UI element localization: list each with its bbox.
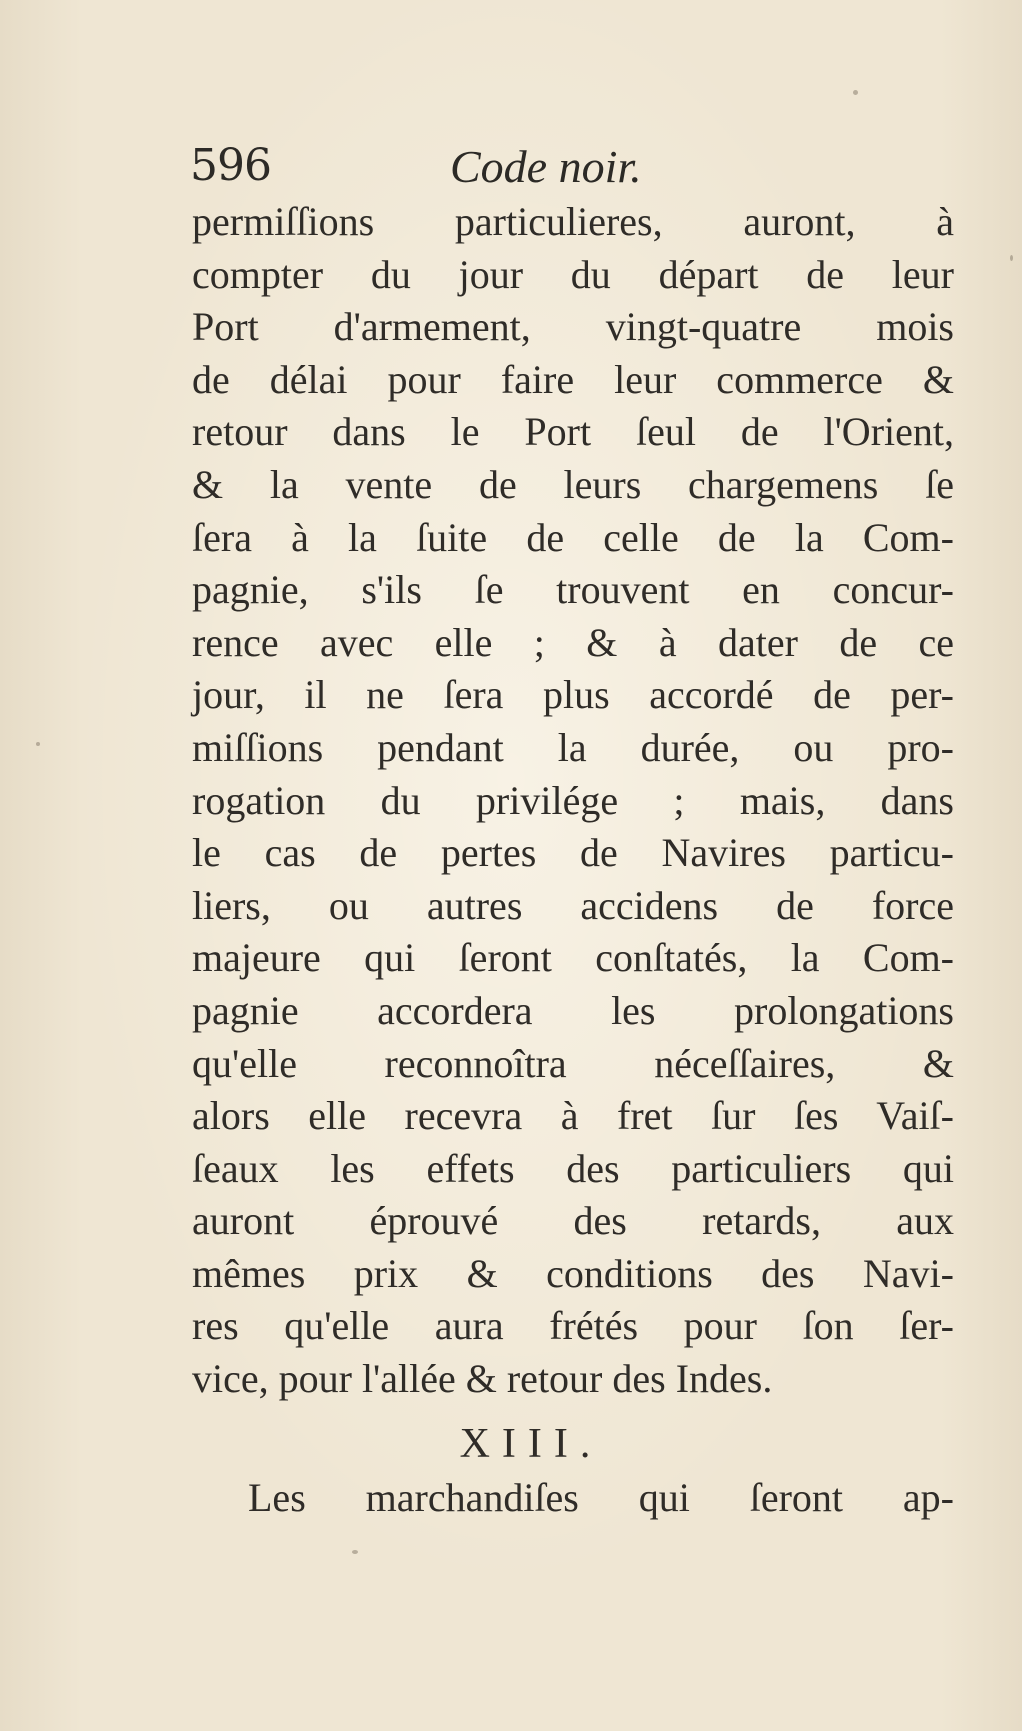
text-line: alors elle recevra à fret ſur ſes Vaiſ-	[192, 1093, 954, 1139]
text-line: compter du jour du départ de leur	[192, 251, 954, 297]
text-line: pagnie accordera les prolongations	[192, 987, 954, 1033]
text-line: rence avec elle ; & à dater de ce	[192, 619, 954, 665]
ink-speck	[853, 90, 858, 95]
section-number: XIII.	[459, 1421, 603, 1467]
next-paragraph-first-line: Les marchandiſes qui ſeront ap-	[248, 1475, 954, 1520]
body-text	[192, 196, 954, 1406]
text-line: Port d'armement, vingt-quatre mois	[192, 304, 954, 350]
text-line: permiſſions particulieres, auront, à	[192, 199, 954, 244]
text-line: auront éprouvé des retards, aux	[192, 1198, 954, 1244]
ink-speck	[352, 1550, 358, 1554]
ink-speck	[1010, 255, 1013, 261]
text-line: & la vente de leurs chargemens ſe	[192, 461, 954, 507]
ink-speck	[36, 742, 40, 746]
text-line: ſera à la ſuite de celle de la Com-	[192, 514, 954, 560]
text-line: de délai pour faire leur commerce &	[192, 356, 954, 402]
text-line: mêmes prix & conditions des Navi-	[192, 1250, 954, 1296]
text-line: rogation du privilége ; mais, dans	[192, 777, 954, 823]
text-line: liers, ou autres accidens de force	[192, 882, 954, 928]
page-number: 596	[190, 140, 271, 191]
text-line: vice, pour l'allée & retour des Indes.	[192, 1356, 773, 1402]
text-line: ſeaux les effets des particuliers qui	[192, 1145, 954, 1191]
running-title: Code noir.	[450, 141, 642, 192]
text-line: pagnie, s'ils ſe trouvent en concur-	[192, 567, 954, 613]
text-line: majeure qui ſeront conſtatés, la Com-	[192, 935, 954, 981]
text-line: jour, il ne ſera plus accordé de per-	[192, 672, 954, 718]
text-line: res qu'elle aura frétés pour ſon ſer-	[192, 1303, 954, 1349]
page-header	[190, 140, 750, 190]
text-line: le cas de pertes de Navires particu-	[192, 830, 954, 876]
text-line: qu'elle reconnoîtra néceſſaires, &	[192, 1040, 954, 1086]
text-line: retour dans le Port ſeul de l'Orient,	[192, 409, 954, 455]
text-line: miſſions pendant la durée, ou pro-	[192, 724, 954, 770]
